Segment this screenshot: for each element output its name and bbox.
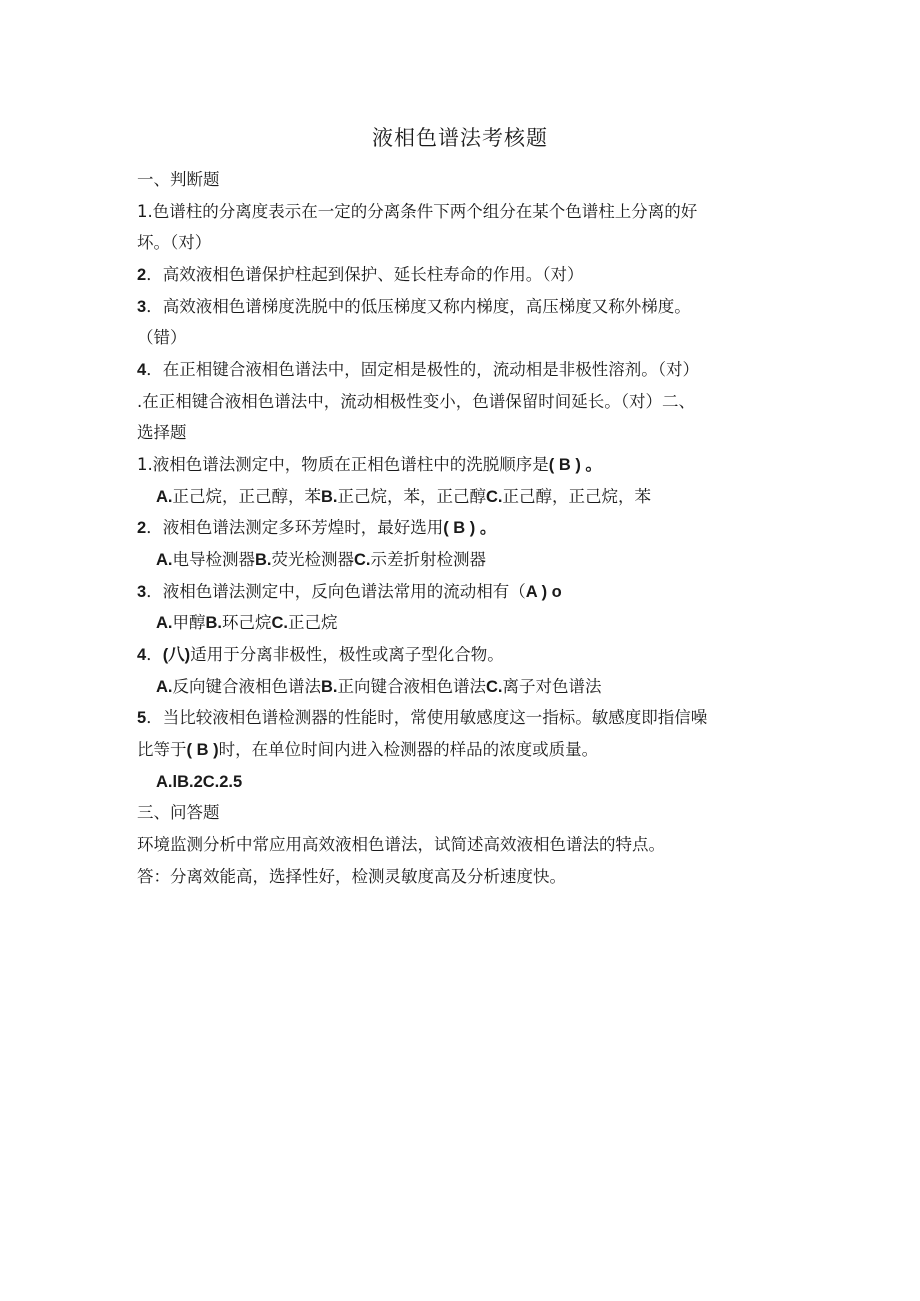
option-b-text: 正己烷，苯，正己醇 — [337, 487, 486, 506]
question-number: 3 — [137, 298, 147, 316]
question-2 — [137, 263, 787, 287]
option-a-letter: A. — [156, 551, 173, 569]
question-number: 3 — [137, 583, 147, 601]
question-text: ．在正相键合液相色谱法中，固定相是极性的，流动相是非极性溶剂。（对） — [146, 360, 699, 379]
question-text: 1.液相色谱法测定中，物质在正相色谱柱中的洗脱顺序是 — [137, 455, 549, 474]
question-3-line-2: （错） — [137, 328, 187, 347]
option-c-letter: C. — [271, 614, 288, 632]
essay-question: 环境监测分析中常应用高效液相色谱法，试简述高效液相色谱法的特点。 — [137, 835, 665, 854]
choice-question-1-options — [156, 485, 806, 509]
option-b-letter: B. — [321, 678, 338, 696]
answer-key: A ) o — [525, 583, 562, 601]
question-text: ．高效液相色谱梯度洗脱中的低压梯度又称内梯度，高压梯度又称外梯度。 — [146, 297, 691, 316]
answer-key: ( B ) — [186, 741, 219, 759]
option-a-text: 甲醇 — [172, 613, 206, 632]
option-c-text: 正己烷 — [288, 613, 338, 632]
question-text: ．液相色谱法测定多环芳煌时，最好选用 — [146, 518, 444, 537]
choice-question-2 — [137, 516, 787, 540]
question-number: 5 — [137, 709, 147, 727]
choice-question-3-options — [156, 611, 806, 635]
question-text: ．液相色谱法测定中，反向色谱法常用的流动相有（ — [146, 582, 526, 601]
choice-question-3 — [137, 580, 787, 604]
page-title: 液相色谱法考核题 — [372, 126, 548, 150]
choice-question-5-line-1 — [137, 706, 787, 730]
question-number: 4 — [137, 361, 147, 379]
question-4 — [137, 358, 787, 382]
question-5-line-1: .在正相键合液相色谱法中，流动相极性变小，色谱保留时间延长。（对）二、 — [137, 392, 695, 411]
option-b-text: 荧光检测器 — [271, 550, 354, 569]
question-1-line-1: 1.色谱柱的分离度表示在一定的分离条件下两个组分在某个色谱柱上分离的好 — [137, 202, 698, 221]
option-b-text: 正向键合液相色谱法 — [337, 677, 486, 696]
option-a-text: 反向键合液相色谱法 — [172, 677, 321, 696]
option-c-letter: C. — [354, 551, 371, 569]
option-a-text: 正己烷，正己醇，苯 — [172, 487, 321, 506]
question-text: ．当比较液相色谱检测器的性能时，常使用敏感度这一指标。敏感度即指信噪 — [146, 708, 708, 727]
option-a-letter: A. — [156, 678, 173, 696]
option-c-text: 示差折射检测器 — [370, 550, 486, 569]
option-a-text: 电导检测器 — [172, 550, 255, 569]
option-c-text: 离子对色谱法 — [502, 677, 602, 696]
question-text-suffix: 时，在单位时间内进入检测器的样品的浓度或质量。 — [218, 740, 599, 759]
choice-question-4 — [137, 643, 787, 667]
option-a-letter: A. — [156, 614, 173, 632]
answer-key: (八) — [162, 646, 191, 664]
option-b-letter: B. — [205, 614, 222, 632]
option-b-letter: B. — [255, 551, 272, 569]
option-b-letter: B. — [321, 488, 338, 506]
choice-question-4-options — [156, 675, 806, 699]
question-separator: ． — [146, 645, 163, 664]
question-text: ．高效液相色谱保护柱起到保护、延长柱寿命的作用。（对） — [146, 265, 584, 284]
question-number: 4 — [137, 646, 147, 664]
option-a-letter: A. — [156, 488, 173, 506]
choice-question-5-options: A.lB.2C.2.5 — [156, 773, 243, 791]
question-3-line-1 — [137, 295, 787, 319]
choice-question-5-line-2 — [137, 738, 787, 762]
choice-question-2-options — [156, 548, 806, 572]
section-heading-true-false: 一、判断题 — [137, 170, 220, 189]
option-c-letter: C. — [486, 678, 503, 696]
question-number: 2 — [137, 266, 147, 284]
option-b-text: 环己烷 — [222, 613, 272, 632]
answer-key: ( B ) 。 — [443, 519, 497, 537]
choice-question-1 — [137, 453, 787, 477]
option-c-letter: C. — [486, 488, 503, 506]
question-number: 2 — [137, 519, 147, 537]
question-1-line-2: 坏。（对） — [137, 233, 212, 252]
option-c-text: 正己醇，正己烷，苯 — [502, 487, 651, 506]
question-5-line-2: 选择题 — [137, 423, 187, 442]
question-text: 适用于分离非极性，极性或离子型化合物。 — [190, 645, 504, 664]
essay-answer: 答：分离效能高，选择性好，检测灵敏度高及分析速度快。 — [137, 867, 566, 886]
answer-key: ( B ) 。 — [548, 456, 602, 474]
section-heading-essay: 三、问答题 — [137, 803, 220, 822]
question-text-prefix: 比等于 — [137, 740, 187, 759]
